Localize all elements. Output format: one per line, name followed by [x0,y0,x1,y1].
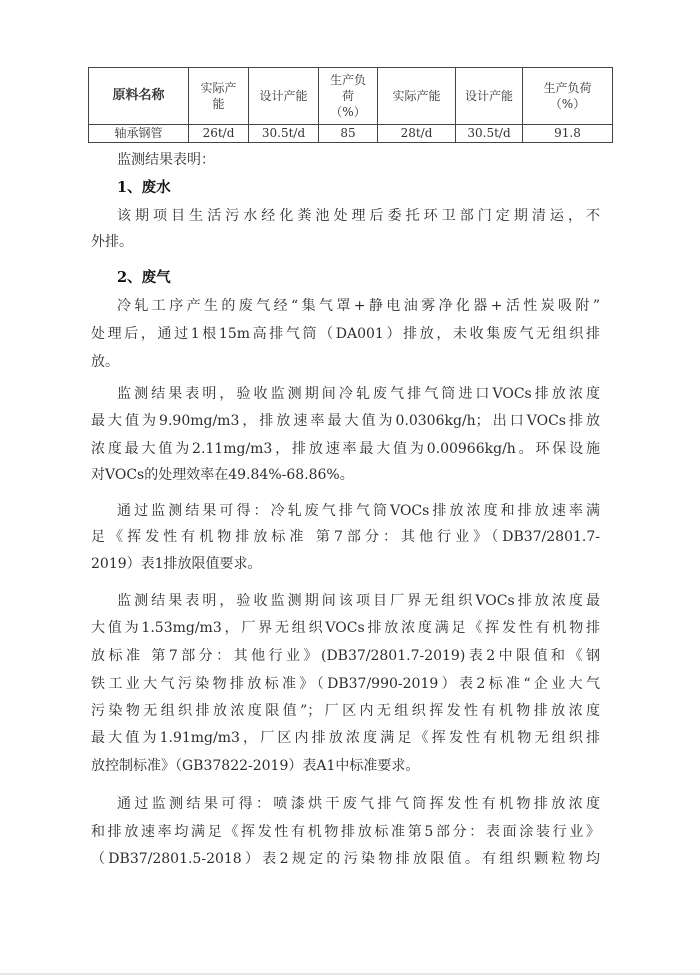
header-cell-design-capacity-2 [456,68,523,125]
paragraph-line: 对VOCs的处理效率在49.84%-68.86%。 [91,467,354,483]
header-cell-production-load [319,68,378,125]
paragraph-line: 冷轧工序产生的废气经“集气罩+静电油雾净化器+活性炭吸附” [117,298,600,314]
cell-design-capacity-2: 30.5t/d [456,125,523,143]
header-text: 原料名称 [112,88,165,103]
header-text: 生产负荷 [543,81,592,95]
section-heading-wastewater: 1、废水 [117,179,171,196]
cell-actual-capacity: 26t/d [189,125,249,143]
paragraph-line: 放控制标准》（GB37822-2019）表A1中标准要求。 [91,758,420,774]
paragraph-line: 外排。 [91,234,133,250]
header-cell-actual-capacity-2 [378,68,456,125]
paragraph-line: 浓度最大值为2.11mg/m3，排放速率最大值为0.00966kg/h。环保设施 [91,441,600,457]
header-text: 实际产能 [392,89,441,103]
paragraph-line: 监测结果表明，验收监测期间该项目厂界无组织VOCs排放浓度最 [117,593,600,609]
paragraph-line: 通过监测结果可得：喷漆烘干废气排气筒挥发性有机物排放浓度 [117,796,600,812]
paragraph-line: 监测结果表明，验收监测期间冷轧废气排气筒进口VOCs排放浓度 [117,386,600,402]
paragraph-line: 该期项目生活污水经化粪池处理后委托环卫部门定期清运，不 [117,208,600,224]
paragraph-line: 大值为1.53mg/m3，厂界无组织VOCs排放浓度满足《挥发性有机物排 [91,620,600,636]
header-text: 生产负 [329,73,366,87]
table-header-row [89,68,613,125]
paragraph-line: 通过监测结果可得：冷轧废气排气筒VOCs排放浓度和排放速率满 [117,503,600,519]
header-text: 设计产能 [259,89,308,103]
paragraph-line: 最大值为1.91mg/m3，厂区内排放浓度满足《挥发性有机物无组织排 [91,730,600,746]
section-heading-waste-gas: 2、废气 [117,269,171,286]
header-text: 荷 [341,89,354,103]
paragraph-line: （DB37/2801.5-2018）表2规定的污染物排放限值。有组织颗粒物均 [91,851,600,867]
header-cell-actual-capacity [189,68,249,125]
paragraph-line: 放。 [91,354,119,370]
cell-material-name: 轴承钢管 [89,125,189,143]
header-cell-production-load-2 [523,68,613,125]
cell-production-load-2: 91.8 [523,125,613,143]
header-cell-material-name [89,68,189,125]
production-capacity-table [88,67,613,143]
header-text: （%） [549,97,586,111]
header-text: 设计产能 [464,89,513,103]
cell-design-capacity: 30.5t/d [249,125,319,143]
paragraph-line: 处理后，通过1根15m高排气筒（DA001）排放，未收集废气无组织排 [91,326,600,342]
paragraph-line: 2019）表1排放限值要求。 [91,556,262,572]
cell-actual-capacity-2: 28t/d [378,125,456,143]
cell-production-load: 85 [319,125,378,143]
header-text: （%） [330,105,366,119]
intro-text: 监测结果表明： [117,152,215,168]
paragraph-line: 铁工业大气污染物排放标准》（DB37/990-2019）表2标准“企业大气 [91,676,600,692]
header-cell-design-capacity [249,68,319,125]
table-row [89,125,613,143]
header-text: 能 [212,97,225,111]
paragraph-line: 污染物无组织排放浓度限值”；厂区内无组织挥发性有机物排放浓度 [91,703,600,719]
paragraph-line: 最大值为9.90mg/m3，排放速率最大值为0.0306kg/h；出口VOCs排放 [91,413,600,429]
paragraph-line: 放标准 第7部分：其他行业》(DB37/2801.7-2019)表2中限值和《钢 [91,648,600,664]
paragraph-line: 和排放速率均满足《挥发性有机物排放标准第5部分：表面涂装行业》 [91,824,600,840]
paragraph-line: 足《挥发性有机物排放标准 第7部分：其他行业》（DB37/2801.7- [91,529,600,545]
header-text: 实际产 [200,81,237,95]
